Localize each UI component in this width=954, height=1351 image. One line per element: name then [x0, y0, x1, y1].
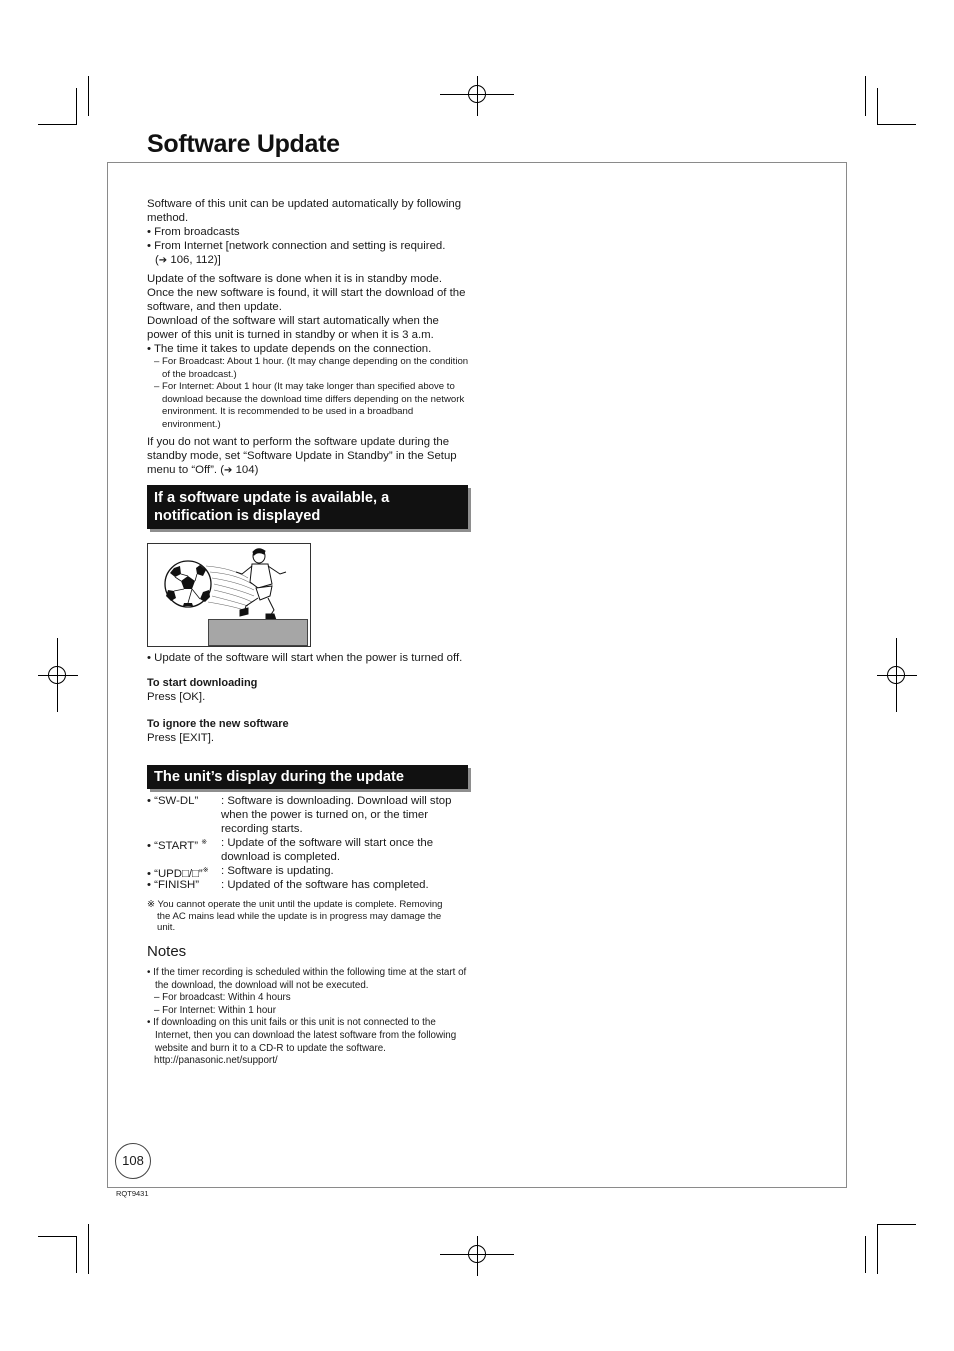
note-download-fails: • If downloading on this unit fails or this unit is not connected to the Internet, then you can download the latest software from the following website and burn it to a CD-R to update the software.	[147, 1017, 457, 1054]
power-off-bullet: • Update of the software will start when the power is turned off.	[147, 652, 463, 664]
intro-section	[147, 197, 469, 478]
start-downloading-text: Press [OK].	[147, 691, 206, 703]
intro-paragraph-4: If you do not want to perform the software update during the standby mode, set “Software Update in Standby” in the Setup menu to “Off”. (➔ 104)	[147, 436, 457, 476]
note-timer-broadcast: – For broadcast: Within 4 hours	[154, 992, 291, 1004]
intro-dash-broadcast: – For Broadcast: About 1 hour. (It may change depending on the condition of the broadcast.)	[154, 356, 469, 380]
notes-list	[147, 967, 467, 1068]
ignore-software-title: To ignore the new software	[147, 718, 289, 730]
section-heading-notification: If a software update is available, a notification is displayed	[147, 485, 468, 529]
note-timer-internet: – For Internet: Within 1 hour	[154, 1004, 276, 1016]
section-heading-display: The unit’s display during the update	[147, 765, 468, 789]
intro-bullet-time: • The time it takes to update depends on the connection.	[147, 343, 432, 355]
intro-paragraph-3: Download of the software will start automatically when the power of this unit is turned in standby or when it is 3 a.m.	[147, 315, 439, 341]
player-figure	[236, 549, 286, 620]
intro-bullet-broadcast: • From broadcasts	[147, 226, 240, 238]
section1-body	[147, 651, 469, 745]
notes-title: Notes	[147, 943, 187, 960]
page-number: 108	[115, 1143, 151, 1179]
note-timer: • If the timer recording is scheduled within the following time at the start of the download, the download will not be executed.	[147, 967, 467, 991]
footnote: ※ You cannot operate the unit until the update is complete. Removing the AC mains lead while the update is in progress may damage the unit.	[147, 899, 443, 934]
right-arrow-icon: ➔	[224, 465, 233, 476]
soccer-ball-icon	[165, 561, 211, 607]
support-url[interactable]: http://panasonic.net/support/	[154, 1055, 278, 1067]
start-downloading-title: To start downloading	[147, 677, 258, 689]
notification-illustration	[147, 543, 311, 647]
intro-dash-internet: – For Internet: About 1 hour (It may take longer than specified above to download because the download time differs depending on the network environment. It is recommended to be used in a broadband environment.)	[154, 381, 465, 430]
notification-bar	[208, 619, 308, 646]
intro-bullet-internet: • From Internet [network connection and setting is required. (➔ 106, 112)]	[147, 240, 446, 266]
intro-paragraph-1: Software of this unit can be updated automatically by following method.	[147, 198, 462, 224]
right-arrow-icon: ➔	[158, 255, 168, 266]
page-title: Software Update	[147, 130, 340, 158]
intro-paragraph-2: Update of the software is done when it is in standby mode. Once the new software is found, it will start the download of the software, and then update.	[147, 273, 466, 313]
document-code: RQT9431	[116, 1189, 149, 1198]
ignore-software-text: Press [EXIT].	[147, 732, 215, 744]
